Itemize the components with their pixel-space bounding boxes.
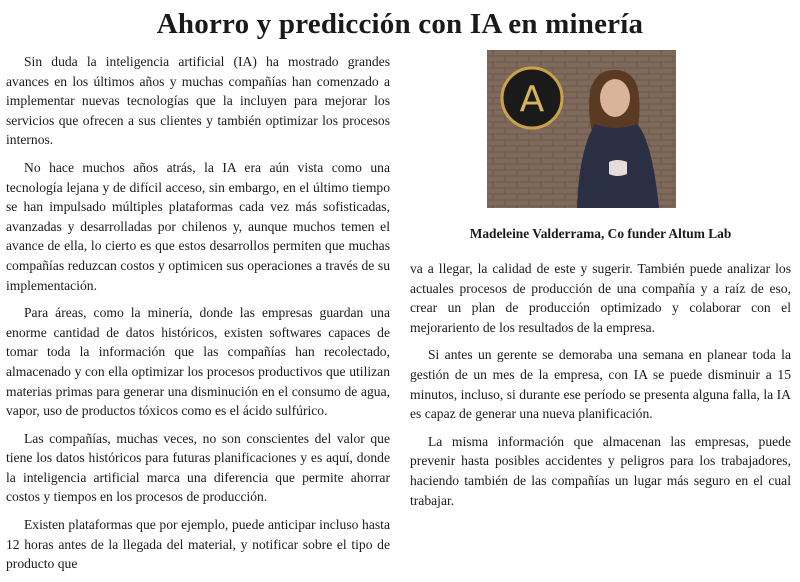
left-column [6,52,390,582]
logo-letter: A [519,79,545,120]
paragraph: va a llegar, la calidad de este y sugerir. También puede analizar los actuales procesos de producción de una compañía y a raíz de eso, crear un plan de producción optimizado y colaborar con el mejorariento de los resultados de la empresa. [410,261,791,335]
portrait-illustration [487,50,676,208]
paragraph: Las compañías, muchas veces, no son conscientes del valor que tiene los datos históricos para futuras planificaciones y es aquí, donde la inteligencia artificial marca una diferencia que permite ahorrar costos y tiempos en los procesos de producción. [6,430,390,505]
portrait-photo [487,50,676,208]
photo-caption: Madeleine Valderrama, Co funder Altum Lab [469,226,732,241]
paragraph: Para áreas, como la minería, donde las empresas guardan una enorme cantidad de datos históricos, existen softwares capaces de tomar toda la información que las compañías han recolectado, almacenado y con ella optimizar los procesos productivos que utilizan materias primas para generar una disminución en el consumo de agua, vapor, uso de productos tóxicos como es el ácido sulfúrico. [6,305,390,419]
paragraph: Existen plataformas que por ejemplo, puede anticipar incluso hasta 12 horas antes de la llegada del material, y notificar sobre el tipo de producto que [6,517,390,572]
paragraph: Si antes un gerente se demoraba una semana en planear toda la gestión de un mes de la empresa, con IA se puede disminuir a 15 minutos, incluso, si durante ese período se presenta alguna falla, la IA es capaz de generar una nueva planificación. [410,347,791,422]
paragraph: La misma información que almacenan las empresas, puede prevenir hasta posibles accidentes y peligros para los trabajadores, haciendo también de las compañías un lugar más seguro en el cual trabajar. [410,433,791,508]
right-column [410,259,791,518]
paragraph: Sin duda la inteligencia artificial (IA) ha mostrado grandes avances en los últimos años y muchas compañías han comenzado a implementar nuevas tecnologías que la incluyen para mejorar los servicios que ofrecen a sus clientes y también optimizar los procesos internos. [6,54,390,148]
paragraph: No hace muchos años atrás, la IA era aún vista como una tecnología lejana y de difícil acceso, sin embargo, en el último tiempo se han impulsado múltiples plataformas cada vez más sofisticadas, avanzadas y desarrolladas por chilenos y, aunque muchos temen el avance de ella, lo cierto es que estos desarrollos permiten que muchas compañías reduzcan costos y optimicen sus operaciones a través de su implementación. [6,159,390,293]
article-title: Ahorro y predicción con IA en minería [156,8,644,40]
